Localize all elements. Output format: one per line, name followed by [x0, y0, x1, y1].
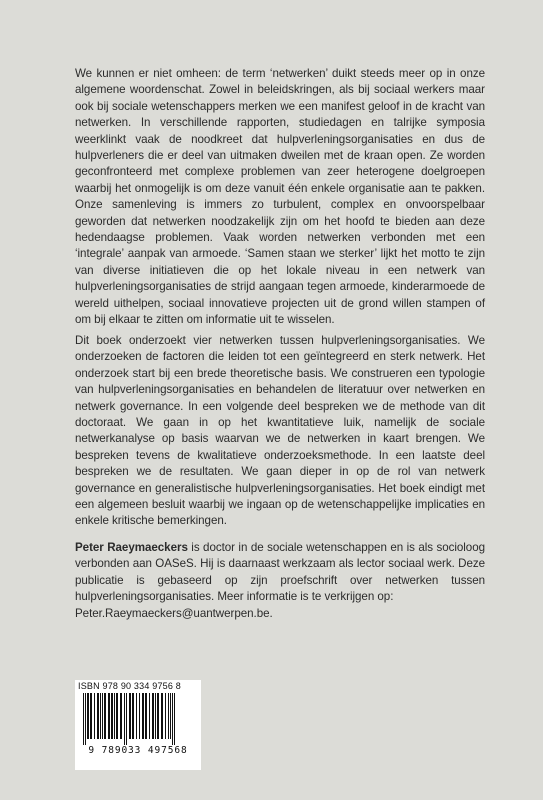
barcode-bar	[90, 693, 92, 739]
barcode-bar	[87, 693, 89, 739]
barcode-bar	[124, 693, 125, 745]
intro-text: We kunnen er niet omheen: de term ‘netwerken’ duikt steeds meer op in onze algemene woordenschat. Zowel in beleidskringen, als bij sociaal werkers maar ook bij sociale wetenschappers merken we een manifest geloof in de kracht van netwerken. In verschillende rapporten, studiedagen en talrijke symposia weerklinkt vaak de noodkreet dat hulpverleningsorganisaties en dus de hulpverleners die er deel van uitmaken dweilen met de kraan open. Ze worden geconfronteerd met complexe problemen van zeer heterogene doelgroepen waarbij het onmogelijk is om deze vanuit één enkele organisatie aan te pakken. Onze samenleving is immers zo turbulent, complex en onvoorspelbaar geworden dat netwerken noodzakelijk zijn om het hoofd te bieden aan deze hedendaagse problemen. Vaak worden netwerken verbonden met een ‘integrale’ aanpak van armoede. ‘Samen staan we sterker’ lijkt het motto te zijn van diverse initiatieven die op het lokale niveau in een netwerk van hulpverleningsorganisaties de strijd aangaan tegen armoede, kinderarmoede de wereld uithelpen, sociaal innovatieve projecten uit de grond willen stampen of om bij elkaar te zitten om informatie uit te wisselen.	[75, 67, 485, 327]
barcode	[79, 693, 197, 745]
barcode-bar	[149, 693, 150, 739]
barcode-bar	[174, 693, 175, 745]
barcode-bar	[120, 693, 122, 739]
barcode-bar	[136, 693, 137, 739]
isbn-label: ISBN 978 90 334 9756 8	[78, 681, 181, 691]
barcode-bar	[108, 693, 110, 739]
barcode-bar	[152, 693, 154, 739]
barcode-digits: 9 789033 497568	[88, 745, 188, 756]
barcode-bar	[126, 693, 127, 745]
content-text: Dit boek onderzoekt vier netwerken tussen hulpverleningsorganisaties. We onderzoeken de factoren die leiden tot een geïntegreerd en sterk netwerk. Het onderzoek start bij een brede theoretische basis. We construeren een typologie van hulpverleningsorganisaties en behandelen de literatuur over netwerken en netwerk governance. In een volgende deel bespreken we de methode van dit doctoraat. We gaan in op het kwantitatieve luik, namelijk de sociale netwerkanalyse op basis waarvan we de netwerken in kaart brengen. We bespreken tevens de kwalitatieve onderzoeksmethode. In een laatste deel bespreken we de resultaten. We gaan dieper in op de rol van netwerk governance en generalistische hulpverleningsorganisaties. Het boek eindigt met een algemeen besluit waarbij we ingaan op de wetenschappelijke implicaties en enkele kritische bemerkingen.	[75, 334, 485, 528]
barcode-bar	[97, 693, 99, 739]
barcode-bar	[161, 693, 163, 739]
barcode-bar	[139, 693, 140, 739]
barcode-bar	[94, 693, 95, 739]
barcode-bar	[157, 693, 159, 739]
author-bio-text: is doctor in de sociale wetenschappen en is als socioloog verbonden aan OASeS. Hij is daarnaast werkzaam als lector sociaal werk. Deze publicatie is gebaseerd op zijn proefschrift over netwerken tussen hulpverleningsorganisaties. Meer informatie is te verkrijgen op:	[75, 541, 485, 604]
barcode-bar	[172, 693, 173, 745]
barcode-bar	[85, 693, 86, 745]
barcode-bar	[132, 693, 134, 739]
barcode-bar	[142, 693, 144, 739]
intro-paragraph	[75, 66, 485, 329]
author-paragraph	[75, 540, 485, 622]
barcode-bar	[102, 693, 103, 739]
content-paragraph	[75, 333, 485, 530]
barcode-bar	[145, 693, 147, 739]
barcode-bar	[111, 693, 113, 739]
isbn-barcode-box	[75, 680, 201, 770]
barcode-bar	[165, 693, 166, 739]
author-name: Peter Raeymaeckers	[75, 541, 188, 554]
barcode-bar	[83, 693, 84, 745]
author-email: Peter.Raeymaeckers@uantwerpen.be.	[75, 606, 273, 620]
barcode-bar	[100, 693, 101, 739]
barcode-bar	[104, 693, 106, 739]
barcode-bar	[114, 693, 115, 739]
barcode-bar	[170, 693, 171, 739]
barcode-bar	[155, 693, 156, 739]
barcode-bar	[168, 693, 169, 739]
author-bio	[75, 540, 485, 622]
barcode-bar	[116, 693, 118, 739]
barcode-bar	[129, 693, 131, 739]
